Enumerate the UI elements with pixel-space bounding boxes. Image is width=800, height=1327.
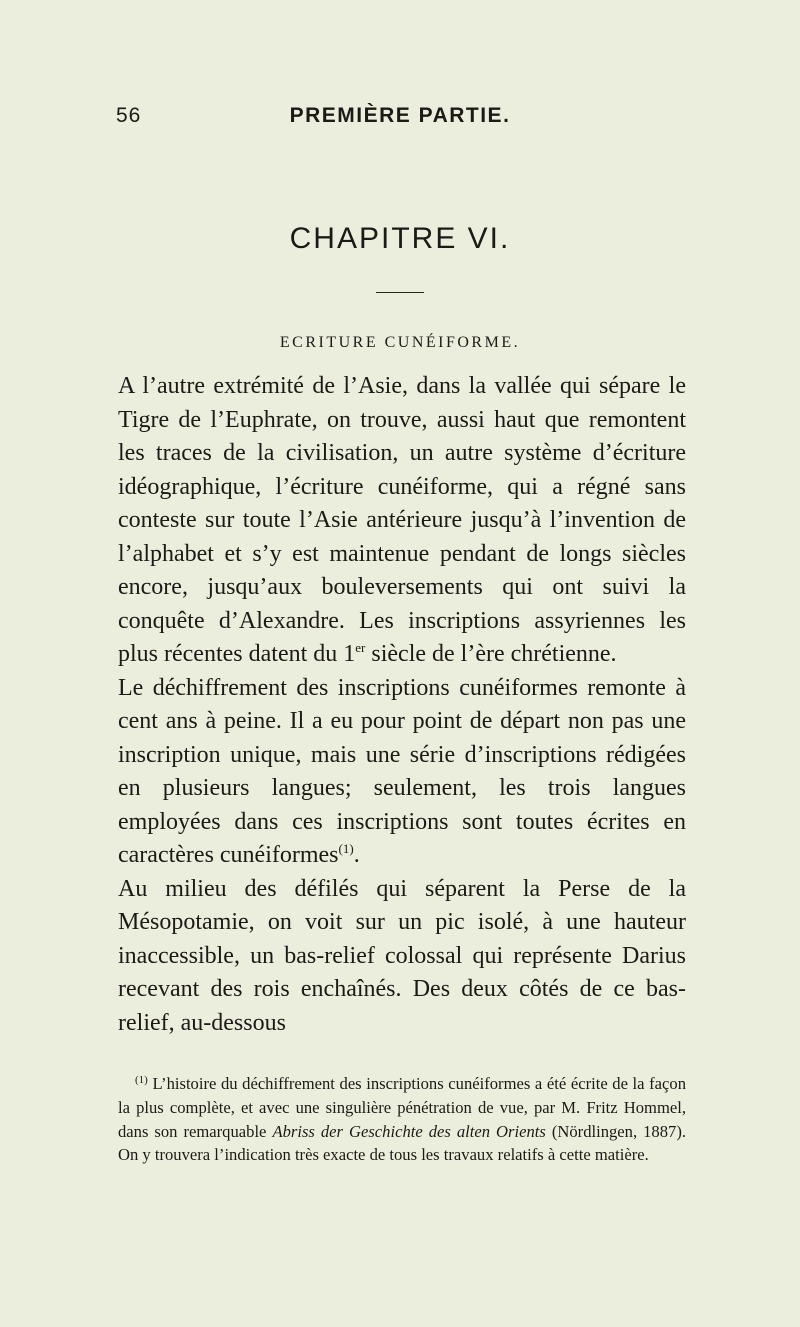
footnote bbox=[118, 1072, 686, 1167]
body-text bbox=[118, 370, 686, 1040]
paragraph-1-text: A l’autre extrémité de l’Asie, dans la vallée qui sépare le Tigre de l’Euphrate, on trouve, aussi haut que remontent les traces de la civilisation, un autre système d’écriture idéographique, l’écriture cunéiforme, qui a régné sans conteste sur toute l’Asie antérieure jusqu’à l’invention de l’alphabet et s’y est maintenue pendant de longs siècles encore, jusqu’aux bouleversements qui ont suivi la conquête d’Alexandre. Les inscriptions assyriennes les plus récentes datent du 1 bbox=[118, 373, 686, 667]
footnote-work-title: Abriss der Geschichte des alten Orients bbox=[272, 1121, 546, 1141]
paragraph-3-text: Au milieu des défilés qui séparent la Perse de la Mésopotamie, on voit sur un pic isolé, à une hauteur inaccessible, un bas-relief colossal qui représente Darius recevant des rois enchaînés. Des deux côtés de ce bas-relief, au-dessous bbox=[118, 875, 686, 1036]
title-rule bbox=[376, 292, 424, 293]
section-heading: ECRITURE CUNÉIFORME. bbox=[279, 334, 521, 351]
paragraph-1 bbox=[118, 370, 686, 672]
paragraph-1-text-end: siècle de l’ère chrétienne. bbox=[365, 641, 617, 667]
ordinal-superscript: er bbox=[355, 640, 366, 655]
footnote-marker: (1) bbox=[135, 1074, 148, 1086]
paragraph-2 bbox=[118, 672, 686, 873]
running-head bbox=[116, 104, 684, 134]
footnote-text: L’histoire du déchiffrement des inscriptions cunéiformes a été écrite de la façon la plus complète, et avec une singulière pénétration de vue, par M. Fritz Hommel, dans son remarquable bbox=[118, 1074, 686, 1141]
page-number: 56 bbox=[116, 104, 142, 127]
chapter-title: CHAPITRE VI. bbox=[289, 222, 511, 255]
footnote-reference[interactable]: (1) bbox=[338, 841, 354, 856]
footnote-paragraph bbox=[118, 1072, 686, 1167]
running-title: PREMIÈRE PARTIE. bbox=[289, 104, 511, 127]
paragraph-2-text-end: . bbox=[353, 842, 360, 868]
footnote-text-end: (Nördlingen, 1887). On y trouvera l’indication très exacte de tous les travaux relatifs à cette matière. bbox=[118, 1121, 686, 1165]
paragraph-2-text: Le déchiffrement des inscriptions cunéiformes remonte à cent ans à peine. Il a eu pour point de départ non pas une inscription unique, mais une série d’inscriptions rédigées en plusieurs langues; seulement, les trois langues employées dans ces inscriptions sont toutes écrites en caractères cunéiformes bbox=[118, 674, 686, 868]
paragraph-3 bbox=[118, 873, 686, 1041]
